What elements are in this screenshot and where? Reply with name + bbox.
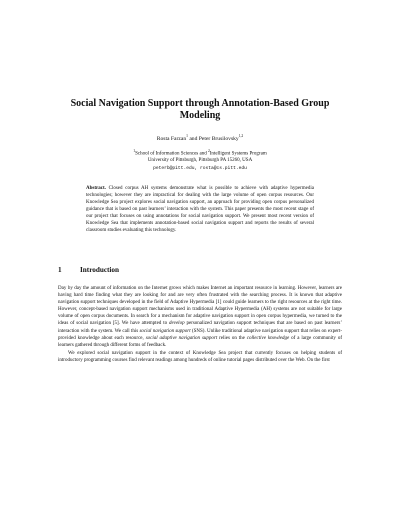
- abstract-label: Abstract.: [86, 186, 106, 191]
- paragraph: We explored social navigation support in the context of Knowledge Sea project that currently focuses on helping students of introductory programming courses find relevant readings among hundreds of online tutorial pages distributed over the Web. On the first: [58, 350, 342, 363]
- text-run: Day by day the amount of information on the Internet grows which makes Internet an important resource in learning. However, learners are having hard time finding what they are looking for and are very often frustrated with the searching process. It is known that adaptive navigation support techniques developed in the field of Adaptive Hypermedia [1] could guide learners to the right resources at the right time. However, concept-based navigation support mechanisms used in traditional Adaptive Hypermedia (AH) systems are not suitable for large volume of open corpus documents. In search for a mechanism for adaptive navigation support in open corpus hypermedia, we turned to the ideas of social navigation [5]. We have attempted to: [58, 286, 342, 327]
- author-line: [70, 136, 330, 143]
- paper-title: Social Navigation Support through Annotation-Based Group Modeling: [70, 98, 330, 121]
- author-connector: and: [187, 136, 199, 142]
- abstract: [86, 185, 314, 234]
- emphasis: social adaptive navigation support: [145, 335, 218, 341]
- affiliation-marker: 1: [186, 134, 188, 139]
- affiliation-marker: 2: [207, 149, 210, 153]
- department-line: [70, 151, 330, 158]
- author-name: Peter Brusilovsky: [198, 136, 239, 142]
- emphasis: social navigation support: [139, 328, 191, 334]
- department-name: School of Information Sciences and: [135, 151, 208, 157]
- emphasis: develop: [169, 321, 185, 327]
- department-name: Intelligent Systems Program: [209, 151, 267, 157]
- author-emails: peterb@pitt.edu, rosta@cs.pitt.edu: [153, 166, 247, 171]
- text-run: (SNS). Unlike traditional adaptive navigation support that relies on expert-provided knowledge about each resource,: [58, 328, 343, 341]
- abstract-text: Closed corpus AH systems demonstrate what is possible to achieve with adaptive hypermedia technologies; however they are impractical for dealing with the large volume of open corpus resources. Our Knowledge Sea project explores social navigation support, an approach for providing open corpus personalized guidance that is based on past learners’ interaction with the system. This paper presents the most recent stage of our project that focuses on using annotations for social navigation support. We present most recent version of Knowledge Sea that implements annotation-based social navigation support and reports the results of several classroom studies evaluating this technology.: [86, 186, 314, 233]
- emphasis: collective knowledge: [246, 335, 290, 341]
- author-name: Rosta Farzan: [156, 136, 187, 142]
- affiliation-block: [70, 151, 330, 164]
- affiliation-marker: 1: [133, 149, 136, 153]
- text-run: personalized navigation support techniques that are based on past learners’ interaction with the system. We call this: [58, 321, 342, 334]
- text-run: relies on the: [217, 335, 247, 341]
- section-number: 1: [58, 266, 62, 274]
- section-heading: [58, 266, 119, 275]
- section-title: Introduction: [80, 266, 120, 274]
- university-line: University of Pittsburgh, Pittsburgh PA 15260, USA: [147, 157, 253, 163]
- section-body: [58, 285, 342, 364]
- paragraph: [58, 285, 342, 349]
- affiliation-marker: 1,2: [238, 134, 244, 139]
- text-run: of a large community of learners gathered through different forms of feedback.: [58, 335, 343, 348]
